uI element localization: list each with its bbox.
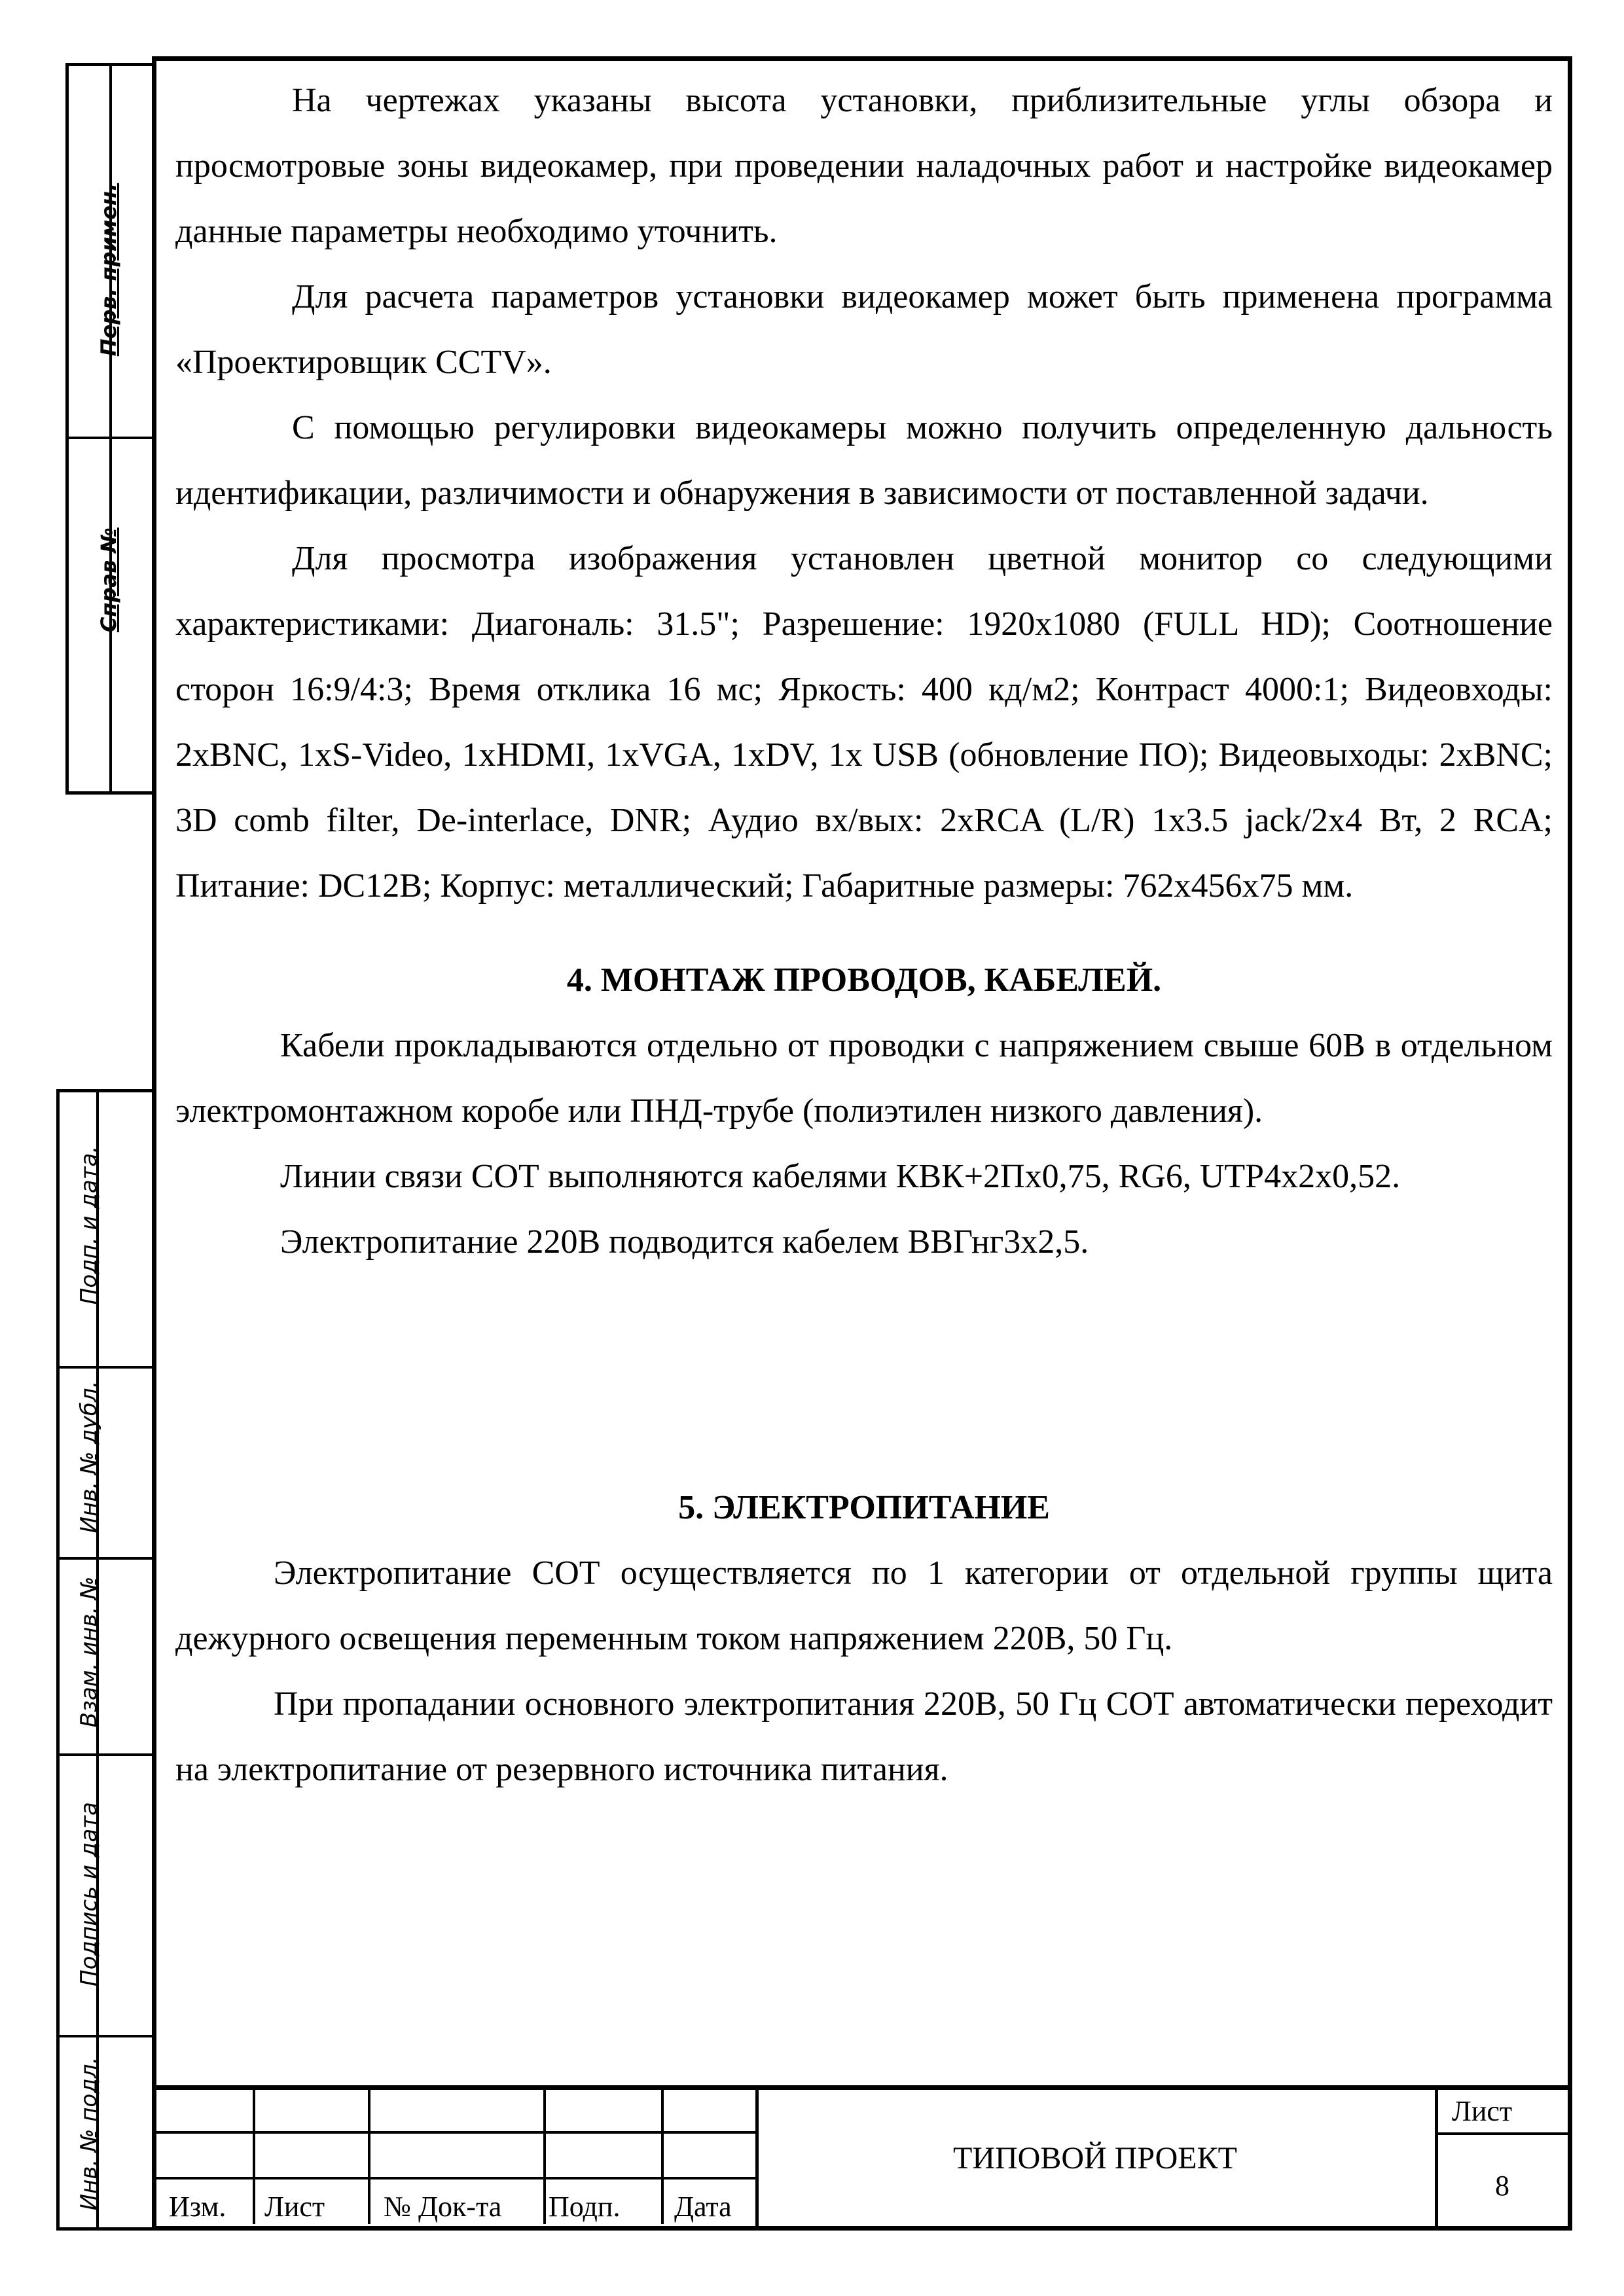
paragraph-backup-power: При пропадании основного электропитания 220В, 50 Гц СОТ автоматически переходит на электропитание от резервного источника питания. <box>175 1685 1553 1788</box>
paragraph-power-cable: Электропитание 220В подводится кабелем ВВГнг3х2,5. <box>280 1223 1089 1261</box>
column-podp: Подп. <box>549 2191 621 2223</box>
page-body <box>175 68 1553 1803</box>
inv-no-dubl-label: Инв. № дубл. <box>76 1380 102 1534</box>
podpis-i-data-label: Подпись и дата <box>76 1802 102 1986</box>
sheet-cell-divider <box>1435 2085 1438 2231</box>
section-4-heading: 4. МОНТАЖ ПРОВОДОВ, КАБЕЛЕЙ. <box>566 961 1162 999</box>
paragraph-monitor-specs: Для просмотра изображения установлен цветной монитор со следующими характеристиками: Диагональ: 31.5"; Разрешение: 1920x1080 (FULL HD); Соотношение сторон 16:9/4:3; Время отклика 16 мс; Яркость: 400 кд/м2; Контраст 4000:1; Видеовходы: 2xBNC, 1xS-Video, 1xHDMI, 1xVGA, 1xDV, 1x USB (обновление ПО); Видеовыходы: 2xBNC; 3D comb filter, De-interlace, DNR; Аудио вх/вых: 2xRCA (L/R) 1x3.5 jack/2x4 Вт, 2 RCA; Питание: DC12B; Корпус: металлический; Габаритные размеры: 762x456x75 мм. <box>175 540 1553 905</box>
paragraph-communication-lines: Линии связи СОТ выполняются кабелями КВК+2Пх0,75, RG6, UTP4x2x0,52. <box>280 1158 1401 1195</box>
paragraph-cctv-designer: Для расчета параметров установки видеокамер может быть применена программа «Проектировщик CCTV». <box>175 278 1553 381</box>
document-title: ТИПОВОЙ ПРОЕКТ <box>953 2140 1237 2176</box>
sheet-label: Лист <box>1452 2095 1513 2127</box>
perv-primen-label: Перв. примен. <box>96 183 121 357</box>
vzam-inv-no-label: Взам. инв. № <box>76 1576 102 1728</box>
paragraph-cable-routing: Кабели прокладываются отдельно от проводки с напряжением свыше 60В в отдельном электромонтажном коробе или ПНД-трубе (полиэтилен низкого давления). <box>175 1027 1553 1130</box>
podp-i-data-label: Подп. и дата. <box>76 1145 102 1305</box>
column-izm: Изм. <box>169 2191 226 2223</box>
column-doc-number: № Док-та <box>384 2191 502 2223</box>
inv-no-podl-label: Инв. № подл. <box>76 2056 102 2211</box>
paragraph-power-supply: Электропитание СОТ осуществляется по 1 категории от отдельной группы щита дежурного освещения переменным током напряжением 220В, 50 Гц. <box>175 1554 1553 1657</box>
section-5-heading: 5. ЭЛЕКТРОПИТАНИЕ <box>678 1489 1050 1526</box>
paragraph-camera-adjustment: С помощью регулировки видеокамеры можно получить определенную дальность идентификации, различимости и обнаружения в зависимости от поставленной задачи. <box>175 409 1553 512</box>
column-data: Дата <box>674 2191 732 2223</box>
sprav-no-label: Справ № <box>96 528 121 632</box>
margin-stamp-top <box>65 63 154 795</box>
sheet-number: 8 <box>1495 2170 1509 2202</box>
margin-stamp-bottom <box>56 1089 154 2231</box>
paragraph-camera-params: На чертежах указаны высота установки, приблизительные углы обзора и просмотровые зоны видеокамер, при проведении наладочных работ и настройке видеокамер данные параметры необходимо уточнить. <box>175 82 1553 250</box>
sheet-cell-separator <box>1435 2132 1572 2135</box>
column-list: Лист <box>264 2191 325 2223</box>
